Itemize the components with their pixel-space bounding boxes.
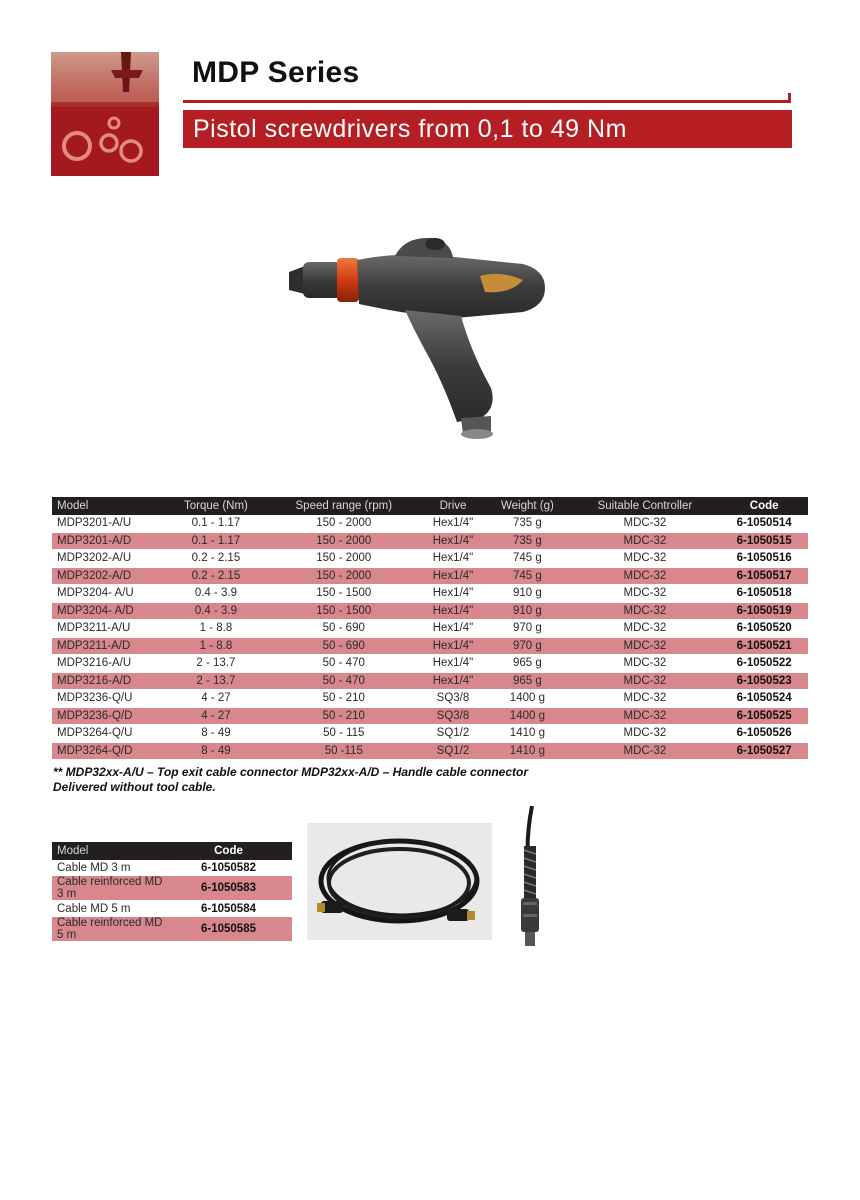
footnote-connector-note: ** MDP32xx-A/U – Top exit cable connector MDP32xx-A/D – Handle cable connector: [53, 765, 529, 779]
table-row: [52, 637, 808, 655]
table-row: [52, 602, 808, 620]
cell-weight: 1400 g: [485, 690, 569, 708]
pistol-screwdriver-image: [285, 232, 555, 442]
cell-weight: 910 g: [485, 602, 569, 620]
cell-speed: 50 - 210: [267, 707, 421, 725]
cell-torque: 4 - 27: [165, 690, 267, 708]
cell-speed: 150 - 2000: [267, 550, 421, 568]
cell-torque: 8 - 49: [165, 725, 267, 743]
cell-code: 6-1050518: [720, 585, 808, 603]
cell-model: MDP3264-Q/D: [52, 742, 165, 760]
column-header-code: Code: [720, 497, 808, 515]
cell-controller: MDC-32: [570, 567, 721, 585]
cell-model: MDP3211-A/U: [52, 620, 165, 638]
cable-connector-image: [512, 806, 554, 951]
cell-code: 6-1050585: [165, 917, 292, 942]
cell-drive: Hex1/4": [421, 550, 486, 568]
cell-code: 6-1050521: [720, 637, 808, 655]
cell-model: MDP3201-A/U: [52, 515, 165, 532]
screwdriver-spec-table: [52, 497, 808, 760]
cell-model: Cable MD 5 m: [52, 901, 165, 917]
cell-speed: 50 - 115: [267, 725, 421, 743]
cell-model: MDP3204- A/U: [52, 585, 165, 603]
cell-speed: 150 - 2000: [267, 515, 421, 532]
table-row: [52, 742, 808, 760]
table-row: [52, 690, 808, 708]
cell-drive: Hex1/4": [421, 655, 486, 673]
cell-controller: MDC-32: [570, 672, 721, 690]
cell-code: 6-1050520: [720, 620, 808, 638]
cell-controller: MDC-32: [570, 637, 721, 655]
cell-weight: 965 g: [485, 672, 569, 690]
cell-speed: 50 - 470: [267, 655, 421, 673]
cell-model: MDP3236-Q/D: [52, 707, 165, 725]
cell-code: 6-1050514: [720, 515, 808, 532]
column-header-model: Model: [52, 497, 165, 515]
table-row: [52, 917, 292, 942]
cell-code: 6-1050527: [720, 742, 808, 760]
cell-weight: 1410 g: [485, 725, 569, 743]
cell-torque: 0.4 - 3.9: [165, 602, 267, 620]
cell-torque: 1 - 8.8: [165, 620, 267, 638]
footnote-delivery-note: Delivered without tool cable.: [53, 780, 216, 794]
cable-table: [52, 842, 292, 942]
cell-weight: 735 g: [485, 532, 569, 550]
cell-speed: 150 - 2000: [267, 567, 421, 585]
cell-model: Cable reinforced MD 5 m: [52, 917, 165, 942]
table-row: [52, 860, 292, 876]
cell-model: MDP3204- A/D: [52, 602, 165, 620]
column-header-controller: Suitable Controller: [570, 497, 721, 515]
cell-controller: MDC-32: [570, 532, 721, 550]
cell-code: 6-1050515: [720, 532, 808, 550]
table-row: [52, 655, 808, 673]
cell-code: 6-1050584: [165, 901, 292, 917]
cell-speed: 150 - 1500: [267, 585, 421, 603]
cell-drive: SQ3/8: [421, 707, 486, 725]
column-header-weight: Weight (g): [485, 497, 569, 515]
footnote: [53, 765, 528, 795]
cell-drive: SQ1/2: [421, 725, 486, 743]
cell-speed: 150 - 2000: [267, 532, 421, 550]
table-row: [52, 901, 292, 917]
cell-controller: MDC-32: [570, 620, 721, 638]
table-row: [52, 672, 808, 690]
column-header-torque: Torque (Nm): [165, 497, 267, 515]
cell-controller: MDC-32: [570, 602, 721, 620]
cell-code: 6-1050525: [720, 707, 808, 725]
cell-weight: 965 g: [485, 655, 569, 673]
cell-weight: 970 g: [485, 637, 569, 655]
title-divider: [183, 100, 791, 103]
cell-weight: 970 g: [485, 620, 569, 638]
table-row: [52, 725, 808, 743]
cell-code: 6-1050516: [720, 550, 808, 568]
cell-torque: 4 - 27: [165, 707, 267, 725]
cell-code: 6-1050582: [165, 860, 292, 876]
cell-code: 6-1050519: [720, 602, 808, 620]
page-subtitle-banner: Pistol screwdrivers from 0,1 to 49 Nm: [183, 110, 792, 148]
cell-model: MDP3216-A/U: [52, 655, 165, 673]
page-title: MDP Series: [192, 56, 360, 89]
cell-speed: 150 - 1500: [267, 602, 421, 620]
cell-code: 6-1050522: [720, 655, 808, 673]
cell-model: MDP3264-Q/U: [52, 725, 165, 743]
cell-torque: 0.4 - 3.9: [165, 585, 267, 603]
column-header-speed: Speed range (rpm): [267, 497, 421, 515]
table-header-row: [52, 497, 808, 515]
cell-torque: 1 - 8.8: [165, 637, 267, 655]
cell-code: 6-1050523: [720, 672, 808, 690]
cell-weight: 735 g: [485, 515, 569, 532]
cell-torque: 2 - 13.7: [165, 672, 267, 690]
cell-torque: 0.2 - 2.15: [165, 550, 267, 568]
cell-drive: Hex1/4": [421, 620, 486, 638]
cell-model: MDP3236-Q/U: [52, 690, 165, 708]
cell-drive: Hex1/4": [421, 672, 486, 690]
table-row: [52, 515, 808, 532]
table-row: [52, 567, 808, 585]
cell-model: MDP3201-A/D: [52, 532, 165, 550]
cell-controller: MDC-32: [570, 655, 721, 673]
cell-code: 6-1050526: [720, 725, 808, 743]
table-row: [52, 707, 808, 725]
column-header-code: Code: [165, 842, 292, 860]
table-row: [52, 550, 808, 568]
cell-model: Cable MD 3 m: [52, 860, 165, 876]
cell-drive: Hex1/4": [421, 602, 486, 620]
cell-weight: 1400 g: [485, 707, 569, 725]
cell-controller: MDC-32: [570, 585, 721, 603]
cell-model: MDP3202-A/U: [52, 550, 165, 568]
column-header-drive: Drive: [421, 497, 486, 515]
cell-drive: Hex1/4": [421, 532, 486, 550]
cell-speed: 50 -115: [267, 742, 421, 760]
coiled-cable-image: [307, 823, 492, 940]
cell-weight: 745 g: [485, 550, 569, 568]
cell-drive: SQ3/8: [421, 690, 486, 708]
cell-weight: 910 g: [485, 585, 569, 603]
cell-model: Cable reinforced MD 3 m: [52, 876, 165, 901]
table-header-row: [52, 842, 292, 860]
cell-drive: Hex1/4": [421, 637, 486, 655]
cell-code: 6-1050524: [720, 690, 808, 708]
cell-drive: Hex1/4": [421, 515, 486, 532]
cell-controller: MDC-32: [570, 707, 721, 725]
cell-torque: 0.2 - 2.15: [165, 567, 267, 585]
cell-controller: MDC-32: [570, 725, 721, 743]
cell-torque: 8 - 49: [165, 742, 267, 760]
cell-model: MDP3216-A/D: [52, 672, 165, 690]
table-row: [52, 620, 808, 638]
cell-code: 6-1050583: [165, 876, 292, 901]
cell-controller: MDC-32: [570, 742, 721, 760]
cell-controller: MDC-32: [570, 515, 721, 532]
table-row: [52, 876, 292, 901]
cell-speed: 50 - 690: [267, 620, 421, 638]
cell-torque: 2 - 13.7: [165, 655, 267, 673]
cell-speed: 50 - 470: [267, 672, 421, 690]
cell-weight: 745 g: [485, 567, 569, 585]
cell-drive: Hex1/4": [421, 585, 486, 603]
column-header-model: Model: [52, 842, 165, 860]
cell-controller: MDC-32: [570, 550, 721, 568]
cell-speed: 50 - 210: [267, 690, 421, 708]
cell-controller: MDC-32: [570, 690, 721, 708]
cell-code: 6-1050517: [720, 567, 808, 585]
cell-drive: Hex1/4": [421, 567, 486, 585]
table-row: [52, 585, 808, 603]
cell-speed: 50 - 690: [267, 637, 421, 655]
cell-torque: 0.1 - 1.17: [165, 515, 267, 532]
title-divider-tick: [788, 93, 791, 103]
cell-drive: SQ1/2: [421, 742, 486, 760]
cell-model: MDP3211-A/D: [52, 637, 165, 655]
brand-logo-gears-icon: [51, 52, 159, 176]
table-row: [52, 532, 808, 550]
cell-model: MDP3202-A/D: [52, 567, 165, 585]
cell-torque: 0.1 - 1.17: [165, 532, 267, 550]
cell-weight: 1410 g: [485, 742, 569, 760]
